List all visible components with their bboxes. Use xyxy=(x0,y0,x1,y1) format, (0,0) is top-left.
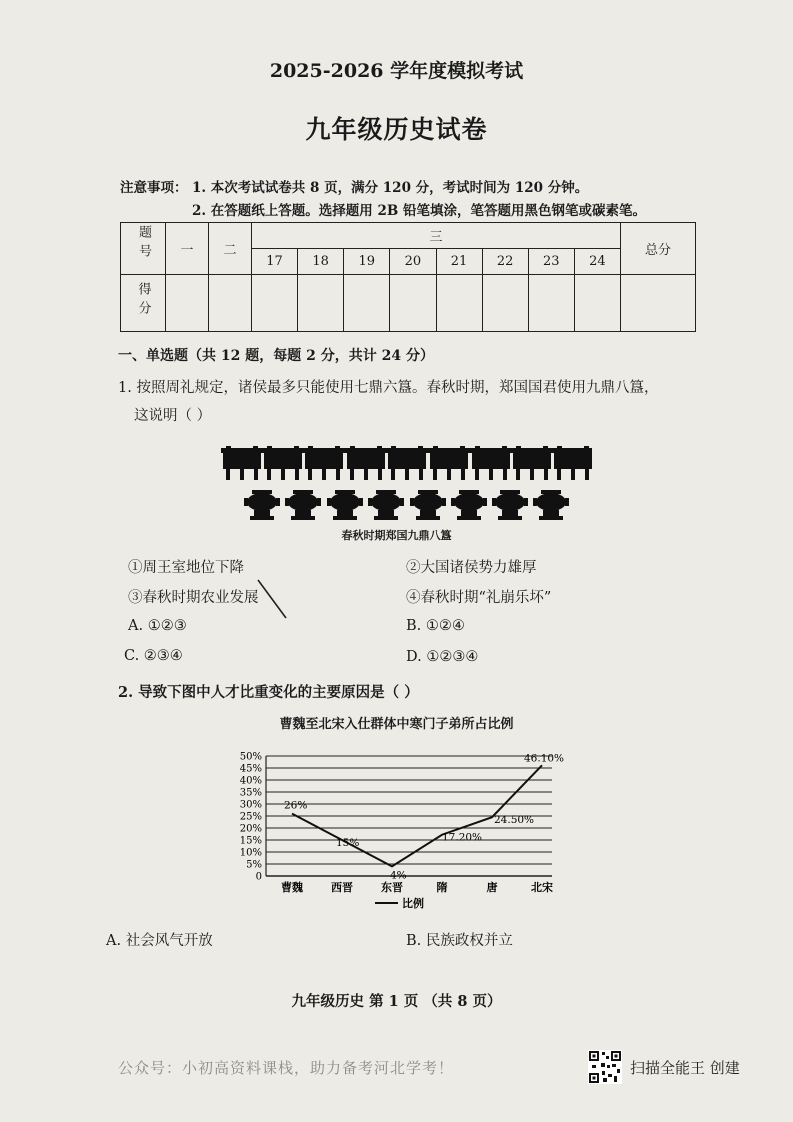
x-tick-label: 东晋 xyxy=(381,881,403,894)
notice-label: 注意事项： xyxy=(120,180,188,196)
data-label: 4% xyxy=(390,869,407,882)
data-label: 26% xyxy=(284,799,308,812)
q2-option-b: B. 民族政权并立 xyxy=(406,933,513,949)
col-part-1: 一 xyxy=(166,223,209,275)
y-tick-label: 20% xyxy=(239,823,262,835)
score-cell xyxy=(574,275,620,332)
score-cell xyxy=(482,275,528,332)
data-labels xyxy=(284,752,564,881)
row-label-score: 得分 xyxy=(121,275,166,332)
ding-gui-vessels-figure xyxy=(220,440,592,524)
col-part-2: 二 xyxy=(209,223,252,275)
q1-stem-line-1: 1. 按照周礼规定，诸侯最多只能使用七鼎六簋。春秋时期，郑国国君使用九鼎八簋， xyxy=(118,380,659,396)
data-label: 17.20% xyxy=(442,831,483,844)
score-cell xyxy=(344,275,390,332)
page-footer: 九年级历史 第 1 页 （共 8 页） xyxy=(291,993,502,1010)
score-table xyxy=(120,222,696,332)
y-tick-label: 25% xyxy=(239,811,262,823)
q1-option-b: B. ①②④ xyxy=(406,618,465,634)
score-cell xyxy=(166,275,209,332)
y-tick-label: 30% xyxy=(239,799,262,811)
q1-option-a: A. ①②③ xyxy=(128,618,187,634)
x-tick-label: 西晋 xyxy=(331,881,353,894)
x-tick-label: 隋 xyxy=(436,881,448,894)
q1-statement-4: ④春秋时期“礼崩乐坏” xyxy=(406,590,552,606)
q2-option-a: A. 社会风气开放 xyxy=(106,933,213,949)
score-cell xyxy=(298,275,344,332)
x-tick-label: 唐 xyxy=(486,881,498,894)
sub-col-24: 24 xyxy=(574,249,620,275)
q1-statement-2: ②大国诸侯势力雄厚 xyxy=(406,560,537,576)
chart-title: 曹魏至北宋入仕群体中寒门子弟所占比例 xyxy=(279,717,514,732)
q1-stem-line-2: 这说明（ ） xyxy=(134,408,212,424)
exam-year-title: 2025-2026 学年度模拟考试 xyxy=(269,60,524,82)
col-total: 总分 xyxy=(621,223,696,275)
data-label: 24.50% xyxy=(494,814,535,827)
score-cell xyxy=(621,275,696,332)
score-cell xyxy=(209,275,252,332)
score-cell xyxy=(252,275,298,332)
col-part-3: 三 xyxy=(252,223,621,249)
notice-item-1: 1. 本次考试试卷共 8 页，满分 120 分，考试时间为 120 分钟。 xyxy=(192,180,589,196)
notice-item-2: 2. 在答题纸上答题。选择题用 2B 铅笔填涂，笔答题用黑色钢笔或碳素笔。 xyxy=(192,203,646,219)
y-tick-label: 50% xyxy=(239,751,262,763)
qr-code-icon xyxy=(588,1050,622,1084)
y-tick-label: 15% xyxy=(239,835,262,847)
watermark-text: 公众号：小初高资料课栈，助力备考河北学考！ xyxy=(118,1059,455,1077)
y-tick-label: 40% xyxy=(239,775,262,787)
score-cell xyxy=(390,275,436,332)
legend-label: 比例 xyxy=(402,897,424,910)
x-tick-label: 北宋 xyxy=(531,881,553,894)
figure-caption: 春秋时期郑国九鼎八簋 xyxy=(341,529,452,542)
line-chart xyxy=(230,740,570,915)
y-axis-ticks xyxy=(240,752,262,883)
score-cell xyxy=(528,275,574,332)
y-tick-label: 45% xyxy=(239,763,262,775)
paper-title: 九年级历史试卷 xyxy=(305,115,488,144)
sub-col-21: 21 xyxy=(436,249,482,275)
sub-col-17: 17 xyxy=(252,249,298,275)
row-label-question-number: 题号 xyxy=(121,223,166,275)
q1-statement-3: ③春秋时期农业发展 xyxy=(128,590,259,606)
y-tick-label: 35% xyxy=(239,787,262,799)
q1-option-d: D. ①②③④ xyxy=(406,649,479,665)
y-tick-label: 10% xyxy=(239,847,262,859)
data-label: 15% xyxy=(336,837,360,849)
q1-option-c: C. ②③④ xyxy=(124,648,183,664)
section-title: 一、单选题（共 12 题，每题 2 分，共计 24 分） xyxy=(118,348,434,364)
x-tick-label: 曹魏 xyxy=(281,881,303,894)
sub-col-23: 23 xyxy=(528,249,574,275)
sub-col-19: 19 xyxy=(344,249,390,275)
data-label: 46.10% xyxy=(524,752,565,765)
scanner-credit: 扫描全能王 创建 xyxy=(630,1059,740,1077)
score-cell xyxy=(436,275,482,332)
sub-col-22: 22 xyxy=(482,249,528,275)
x-axis-ticks xyxy=(281,880,553,894)
q2-stem: 2. 导致下图中人才比重变化的主要原因是（ ） xyxy=(118,684,419,701)
sub-col-18: 18 xyxy=(298,249,344,275)
sub-col-20: 20 xyxy=(390,249,436,275)
y-tick-label: 5% xyxy=(246,859,262,871)
pen-strike-mark xyxy=(254,576,290,622)
y-tick-label: 0 xyxy=(255,871,262,883)
q1-statement-1: ①周王室地位下降 xyxy=(128,560,244,576)
